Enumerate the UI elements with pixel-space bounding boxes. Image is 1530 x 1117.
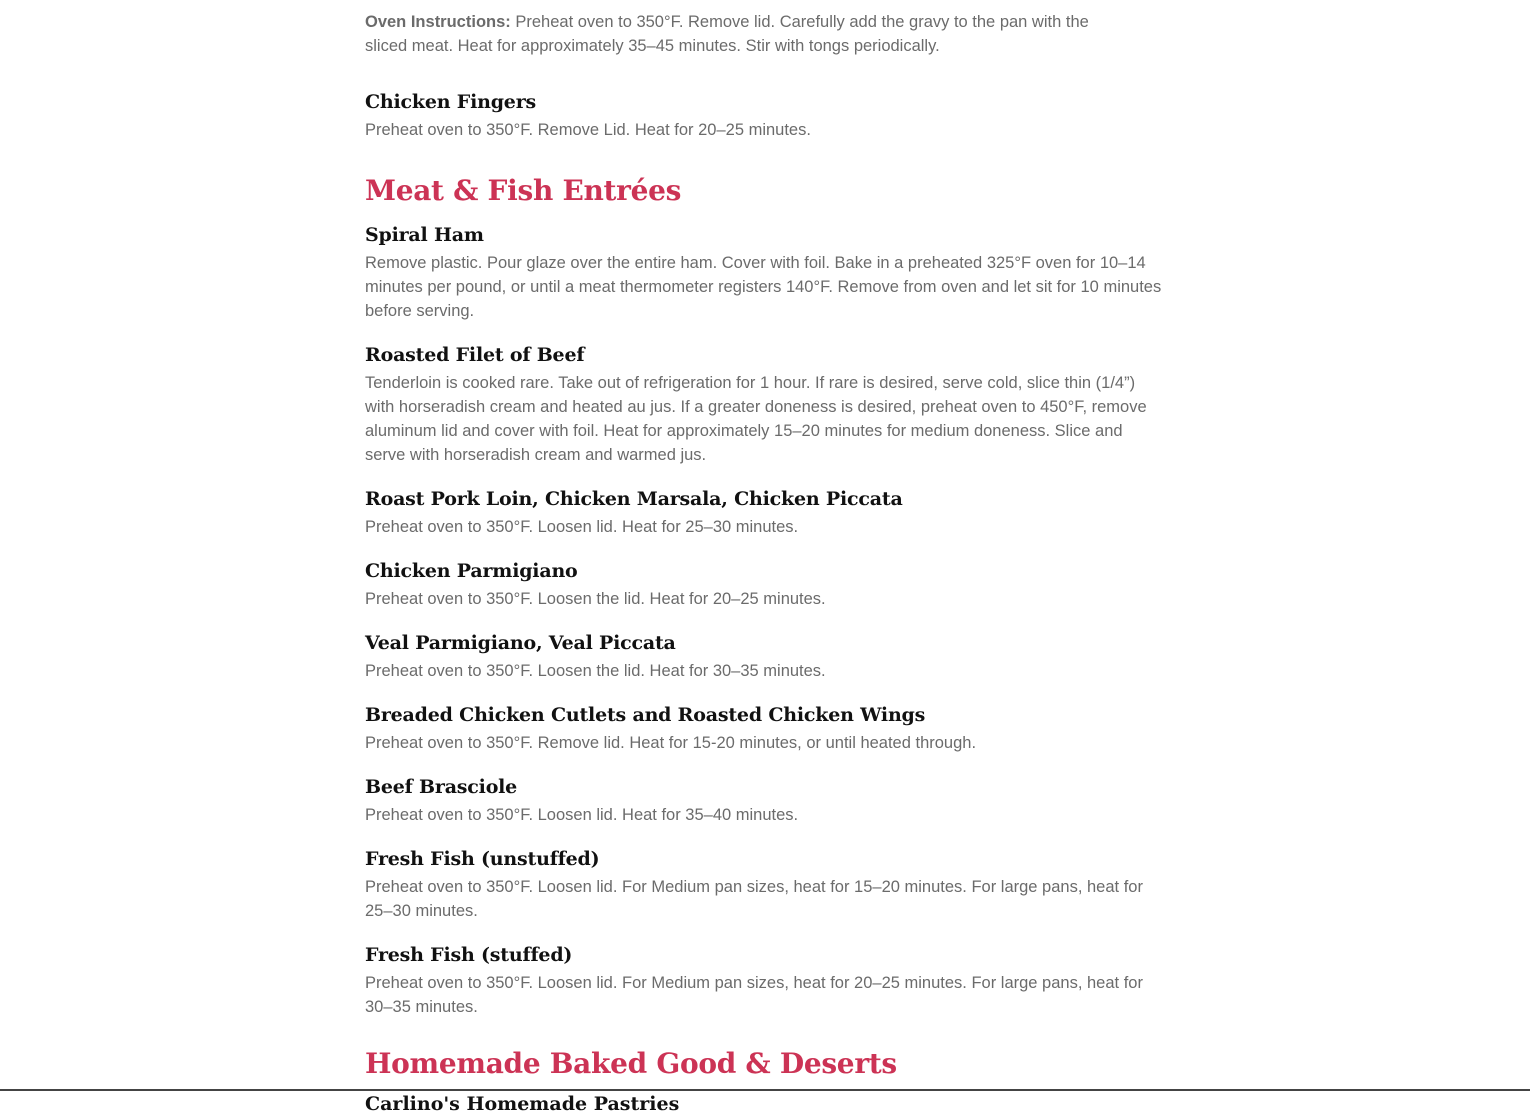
- oven-instructions-label: Oven Instructions:: [365, 13, 511, 31]
- bottom-edge-bar: [0, 1089, 1530, 1091]
- item-text: Preheat oven to 350°F. Remove lid. Heat for 15-20 minutes, or until heated through.: [365, 734, 977, 752]
- section-title-meat-fish: Meat & Fish Entrées: [365, 174, 682, 207]
- item-text: Preheat oven to 350°F. Loosen the lid. Heat for 20–25 minutes.: [365, 590, 826, 608]
- item-title: Fresh Fish (stuffed): [365, 944, 573, 966]
- item-title: Chicken Fingers: [365, 91, 537, 113]
- item-roast-pork-loin: [365, 486, 1165, 539]
- item-title: Veal Parmigiano, Veal Piccata: [365, 632, 676, 654]
- item-veal-parmigiano: [365, 630, 1165, 683]
- content-column: [365, 10, 1165, 1117]
- item-text: Preheat oven to 350°F. Loosen lid. For Medium pan sizes, heat for 15–20 minutes. For large pans, heat for 25–30 minutes.: [365, 878, 1143, 920]
- spacer: [365, 161, 1165, 174]
- item-title: Chicken Parmigiano: [365, 560, 578, 582]
- section-title-baked-goods: Homemade Baked Good & Deserts: [365, 1047, 897, 1080]
- item-roasted-filet-of-beef: [365, 342, 1165, 467]
- item-text: Preheat oven to 350°F. Loosen the lid. Heat for 30–35 minutes.: [365, 662, 826, 680]
- item-beef-brasciole: [365, 774, 1165, 827]
- item-fresh-fish-stuffed: [365, 942, 1165, 1019]
- item-title: Spiral Ham: [365, 224, 484, 246]
- item-text: Preheat oven to 350°F. Remove Lid. Heat for 20–25 minutes.: [365, 121, 811, 139]
- item-chicken-parmigiano: [365, 558, 1165, 611]
- item-title-cutoff: Carlino's Homemade Pastries: [365, 1093, 680, 1115]
- item-text: Preheat oven to 350°F. Loosen lid. Heat for 35–40 minutes.: [365, 806, 799, 824]
- item-title: Fresh Fish (unstuffed): [365, 848, 600, 870]
- oven-instructions-text: Preheat oven to 350°F. Remove lid. Carefully add the gravy to the pan with the sliced meat. Heat for approximately 35–45 minutes. Stir with tongs periodically.: [365, 13, 1089, 55]
- item-text: Tenderloin is cooked rare. Take out of refrigeration for 1 hour. If rare is desired, serve cold, slice thin (1/4”) with horseradish cream and heated au jus. If a greater doneness is desired, preheat oven to 450°F, remove aluminum lid and cover with foil. Heat for approximately 15–20 minutes for medium doneness. Slice and serve with horseradish cream and warmed jus.: [365, 374, 1147, 464]
- item-title: Roast Pork Loin, Chicken Marsala, Chicken Piccata: [365, 488, 903, 510]
- item-breaded-chicken-cutlets: [365, 702, 1165, 755]
- item-text: Preheat oven to 350°F. Loosen lid. Heat for 25–30 minutes.: [365, 518, 799, 536]
- item-spiral-ham: [365, 222, 1165, 323]
- item-text: Preheat oven to 350°F. Loosen lid. For Medium pan sizes, heat for 20–25 minutes. For large pans, heat for 30–35 minutes.: [365, 974, 1143, 1016]
- item-title: Roasted Filet of Beef: [365, 344, 585, 366]
- item-text: Remove plastic. Pour glaze over the entire ham. Cover with foil. Bake in a preheated 325°F oven for 10–14 minutes per pound, or until a meat thermometer registers 140°F. Remove from oven and let sit for 10 minutes before serving.: [365, 254, 1162, 320]
- item-title: Breaded Chicken Cutlets and Roasted Chicken Wings: [365, 704, 926, 726]
- oven-instructions-paragraph: [365, 10, 1115, 58]
- item-fresh-fish-unstuffed: [365, 846, 1165, 923]
- item-chicken-fingers: [365, 89, 1165, 142]
- item-title: Beef Brasciole: [365, 776, 518, 798]
